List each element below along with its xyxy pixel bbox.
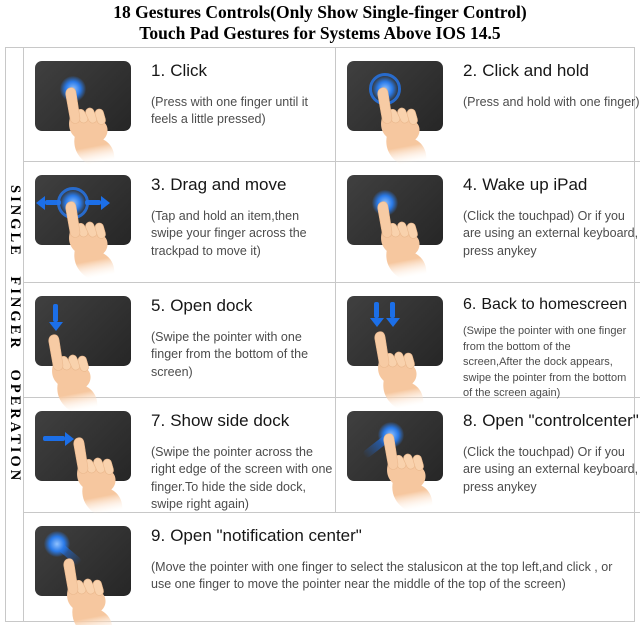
arrow-down-icon (53, 304, 58, 322)
gesture-grid (24, 48, 640, 621)
pointing-hand-icon (367, 331, 425, 411)
gesture-text (141, 518, 613, 622)
gesture-cell-open-notification-center (24, 513, 640, 622)
gesture-cell-show-side-dock (24, 398, 336, 513)
gesture-cell-open-dock (24, 283, 336, 398)
trackpad-illustration-dock (29, 288, 141, 392)
gesture-number: 7. (151, 411, 166, 430)
pointing-hand-icon (41, 334, 99, 414)
gesture-title: 1. Click (151, 61, 208, 80)
gesture-description: (Press and hold with one finger) (463, 95, 640, 109)
page-subtitle: Touch Pad Gestures for Systems Above IOS 14.5 (139, 23, 501, 44)
gesture-cell-click-and-hold (336, 48, 640, 162)
gesture-title: 4. Wake up iPad (463, 175, 588, 194)
gesture-cell-click (24, 48, 336, 162)
gesture-number: 3. (151, 175, 166, 194)
gesture-description: (Press with one finger until it feels a little pressed) (151, 95, 309, 127)
gesture-description: (Swipe the pointer with one finger from the bottom of the screen,After the dock appears, swipe the pointer from the bottom of the screen again) (463, 325, 627, 400)
gesture-cell-drag-and-move (24, 162, 336, 283)
gesture-description: (Swipe the pointer with one finger from the bottom of the screen) (151, 330, 309, 379)
gesture-text (141, 403, 333, 512)
arrow-down-icon (390, 302, 395, 318)
gesture-number: 2. (463, 61, 478, 80)
gesture-number: 6. (463, 296, 477, 313)
pointing-hand-icon (58, 201, 116, 281)
gesture-text (453, 53, 640, 161)
gesture-description: (Swipe the pointer across the right edge of the screen with one finger.To hide the side dock, swipe right again) (151, 445, 333, 511)
trackpad-illustration-homescreen (341, 288, 453, 392)
trackpad-illustration-wake (341, 167, 453, 271)
gesture-number: 5. (151, 296, 166, 315)
gesture-text (453, 167, 640, 282)
gesture-title: 8. Open "controlcenter" (463, 411, 639, 430)
pointing-hand-icon (370, 201, 428, 281)
gesture-number: 1. (151, 61, 166, 80)
trackpad-illustration-hold (341, 53, 453, 157)
pointing-hand-icon (56, 558, 114, 625)
trackpad-illustration-notification-center (29, 518, 141, 622)
pointing-hand-icon (370, 87, 428, 167)
gesture-number: 8. (463, 411, 478, 430)
sidebar-vertical-label: SINGLE FINGER OPERATION (7, 185, 23, 484)
trackpad-illustration-drag (29, 167, 141, 271)
gesture-cell-open-controlcenter (336, 398, 640, 513)
trackpad-illustration-click (29, 53, 141, 157)
page-title: 18 Gestures Controls(Only Show Single-finger Control) (113, 2, 527, 22)
gesture-cell-back-to-homescreen (336, 283, 640, 398)
gesture-title: 7. Show side dock (151, 411, 290, 430)
gesture-title: 2. Click and hold (463, 61, 589, 80)
trackpad-illustration-controlcenter (341, 403, 453, 507)
arrow-right-icon (43, 436, 65, 441)
gesture-description: (Click the touchpad) Or if you are using an external keyboard, press anykey (463, 209, 639, 258)
gesture-title: 6. Back to homescreen (463, 296, 628, 313)
gesture-description: (Move the pointer with one finger to select the stalusicon at the top left,and click , or use one finger to move the pointer near the middle of the top of the screen) (151, 560, 613, 592)
gesture-text (141, 53, 333, 161)
gesture-cell-wake-up-ipad (336, 162, 640, 283)
sidebar (6, 48, 24, 621)
trackpad-illustration-side-dock (29, 403, 141, 507)
pointing-hand-icon (66, 437, 124, 517)
page-header (0, 0, 640, 45)
gesture-text (141, 288, 333, 397)
gesture-title: 3. Drag and move (151, 175, 287, 194)
gesture-title: 5. Open dock (151, 296, 253, 315)
pointing-hand-icon (376, 433, 434, 513)
gesture-table (5, 47, 640, 622)
gesture-title: 9. Open "notification center" (151, 526, 362, 545)
gesture-text (453, 288, 631, 400)
touch-glow-icon (44, 531, 70, 557)
gesture-description: (Tap and hold an item,then swipe your finger across the trackpad to move it) (151, 209, 307, 258)
pointing-hand-icon (58, 87, 116, 167)
gesture-text (453, 403, 640, 512)
gesture-text (141, 167, 333, 282)
gesture-number: 4. (463, 175, 478, 194)
gesture-number: 9. (151, 526, 166, 545)
gesture-description: (Click the touchpad) Or if you are using an external keyboard, press anykey (463, 445, 639, 494)
arrow-down-icon (374, 302, 379, 318)
